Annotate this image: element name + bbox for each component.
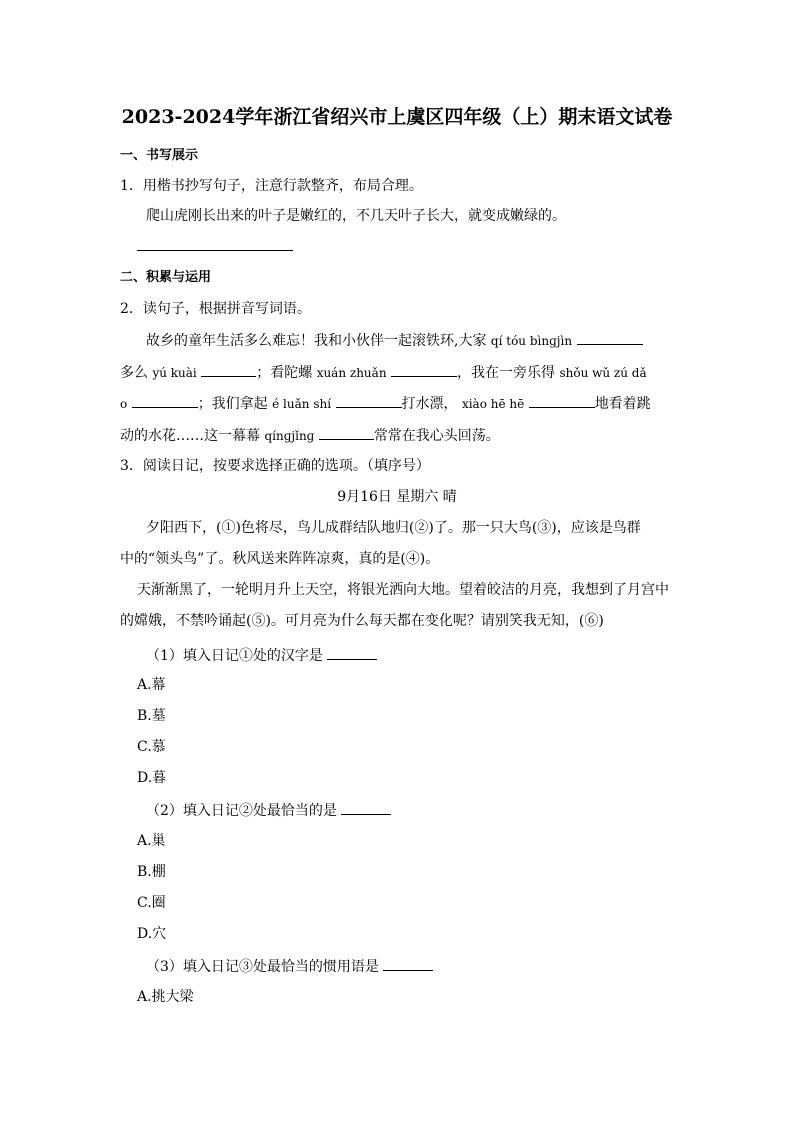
q2-text: 故乡的童年生活多么难忘！我和小伙伴一起滚铁环,大家 [146,333,487,349]
option-a[interactable]: A.幕 [137,677,166,693]
option-d[interactable]: D.暮 [137,770,167,786]
sub-question-3 [146,956,674,977]
option-b[interactable]: B.棚 [137,864,166,880]
sub-question-2-text: （2）填入日记②处最恰当的是 [146,803,337,819]
question-2-line-3 [120,393,674,414]
pinyin-xiaohehe: xiào hē hē [461,397,525,411]
pinyin-eluanshi: é luǎn shí [272,397,332,411]
sub-question-1-text: （1）填入日记①处的汉字是 [146,648,323,664]
q2-text: 多么 [120,365,148,381]
answer-blank[interactable] [319,425,374,440]
sub-question-1 [146,645,674,666]
pinyin-qingjing: qínɡjǐnɡ [264,429,315,443]
answer-blank[interactable] [577,330,643,345]
answer-blank[interactable] [132,393,198,408]
sub-question-2 [146,800,674,821]
diary-paragraph-1-line-2: 中的“领头鸟”了。秋风送来阵阵凉爽，真的是(④)。 [120,551,440,567]
option-d[interactable]: D.穴 [137,926,167,942]
answer-blank[interactable] [529,393,595,408]
q2-text: ，我在一旁乐得 [457,365,555,381]
question-2-line-2 [120,362,674,383]
q2-text: 打水漂， [401,396,458,412]
pinyin-yukuai: yú kuài [152,366,197,380]
q2-text: 动的水花……这一幕幕 [120,428,260,444]
diary-date: 9月16日 星期六 晴 [337,489,457,505]
answer-blank[interactable] [383,956,433,971]
option-c[interactable]: C.慕 [137,739,166,755]
answer-blank[interactable] [391,362,457,377]
section-heading-writing: 一、书写展示 [120,148,199,163]
page-title: 2023-2024学年浙江省绍兴市上虞区四年级（上）期末语文试卷 [121,106,673,128]
option-b[interactable]: B.墓 [137,708,166,724]
question-1-sentence: 爬山虎刚长出来的叶子是嫩红的，不几天叶子长大，就变成嫩绿的。 [146,208,566,224]
option-a[interactable]: A.巢 [137,833,166,849]
q2-text: 常常在我心头回荡。 [373,428,500,444]
q2-text: 地看着跳 [594,396,651,412]
q2-text: ；看陀螺 [256,365,313,381]
section-heading-accumulation: 二、积累与运用 [120,270,212,285]
diary-paragraph-1-line-1: 夕阳西下，(①)色将尽，鸟儿成群结队地归(②)了。那一只大鸟(③)，应该是鸟群 [146,520,641,536]
sub-question-3-text: （3）填入日记③处最恰当的惯用语是 [146,959,379,975]
question-2-line-4 [120,425,674,446]
pinyin-shouwuzudao: shǒu wǔ zú dǎ [559,366,647,380]
question-3-stem: 3．阅读日记，按要求选择正确的选项。（填序号） [120,458,430,474]
diary-paragraph-2-line-2: 的嫦娥，不禁吟诵起(⑤)。可月亮为什么每天都在变化呢？请别笑我无知，(⑥) [120,613,604,629]
question-1-answer-line[interactable] [137,236,674,257]
answer-blank[interactable] [327,645,377,660]
diary-paragraph-2-line-1: 天渐渐黑了，一轮明月升上天空，将银光洒向大地。望着皎洁的月亮，我想到了月宫中 [137,582,669,598]
answer-blank[interactable] [341,800,391,815]
q2-text: ；我们拿起 [197,396,268,412]
pinyin-qitoubingjin: qí tóu bìnɡjìn [490,334,573,348]
question-2-stem: 2．读句子，根据拼音写词语。 [120,301,311,317]
question-1-stem: 1．用楷书抄写句子，注意行款整齐，布局合理。 [120,178,423,194]
pinyin-o: o [120,397,128,411]
question-2-line-1 [146,330,674,351]
answer-blank[interactable] [201,362,256,377]
answer-blank[interactable] [336,393,402,408]
pinyin-xuanzhuan: xuán zhuǎn [316,366,387,380]
option-c[interactable]: C.圈 [137,895,166,911]
option-a[interactable]: A.挑大梁 [137,989,194,1005]
